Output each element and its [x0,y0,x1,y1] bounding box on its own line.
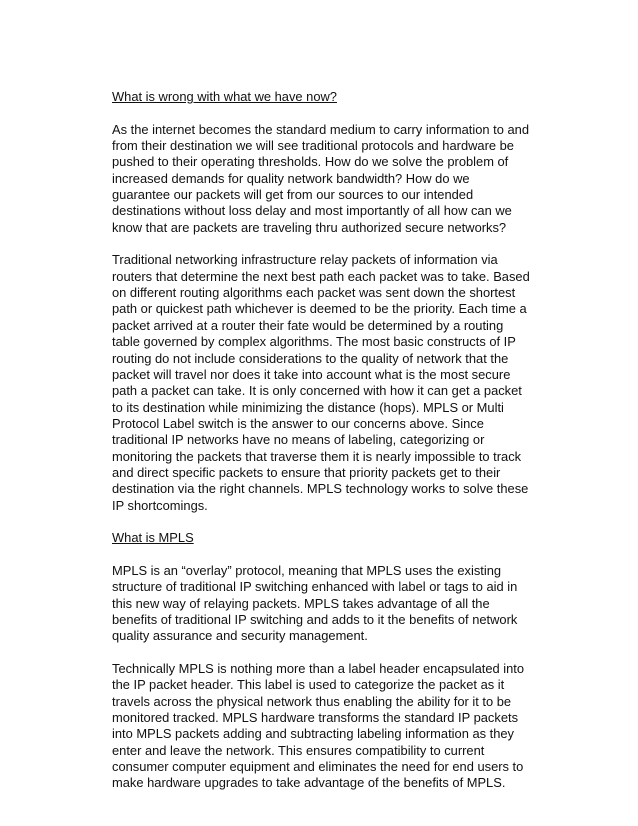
spacer [112,645,530,661]
section-heading-what-is-mpls: What is MPLS [112,530,194,546]
spacer [112,547,530,563]
document-page [112,89,530,792]
paragraph-internet-demands: As the internet becomes the standard medium to carry information to and from their destination we will see traditional protocols and hardware be pushed to their operating thresholds. How do we solve the problem of increased demands for quality network bandwidth? How do we guarantee our packets will get from our sources to our intended destinations without loss delay and most importantly of all how can we know that are packets are traveling thru authorized secure networks? [112,121,530,235]
paragraph-overlay-protocol: MPLS is an “overlay” protocol, meaning that MPLS uses the existing structure of traditional IP switching enhanced with label or tags to aid in this new way of relaying packets. MPLS takes advantage of all the benefits of traditional IP switching and adds to it the benefits of network quality assurance and security management. [112,562,518,644]
spacer [112,105,530,121]
paragraph-label-header: Technically MPLS is nothing more than a label header encapsulated into the IP packet header. This label is used to categorize the packet as it travels across the physical network thus enabling the ability for it to be monitored tracked. MPLS hardware transforms the standard IP packets into MPLS packets adding and subtracting labeling information as they enter and leave the network. This ensures compatibility to current consumer computer equipment and eliminates the need for end users to make hardware upgrades to take advantage of the benefits of MPLS. [112,661,525,791]
spacer [112,514,530,530]
spacer [112,236,530,252]
paragraph-traditional-networking: Traditional networking infrastructure relay packets of information via routers that determine the next best path each packet was to take. Based on different routing algorithms each packet was sent down the shortest path or quickest path whichever is deemed to be the priority. Each time a packet arrived at a router their fate would be determined by a routing table governed by complex algorithms. The most basic constructs of IP routing do not include considerations to the quality of network that the packet will travel nor does it take into account what is the most secure path a packet can take. It is only concerned with how it can get a packet to its destination while minimizing the distance (hops). MPLS or Multi Protocol Label switch is the answer to our concerns above. Since traditional IP networks have no means of labeling, categorizing or monitoring the packets that traverse them it is nearly impossible to track and direct specific packets to ensure that priority packets get to their destination via the right channels. MPLS technology works to solve these IP shortcomings. [112,252,530,513]
section-heading-wrong: What is wrong with what we have now? [112,89,337,104]
